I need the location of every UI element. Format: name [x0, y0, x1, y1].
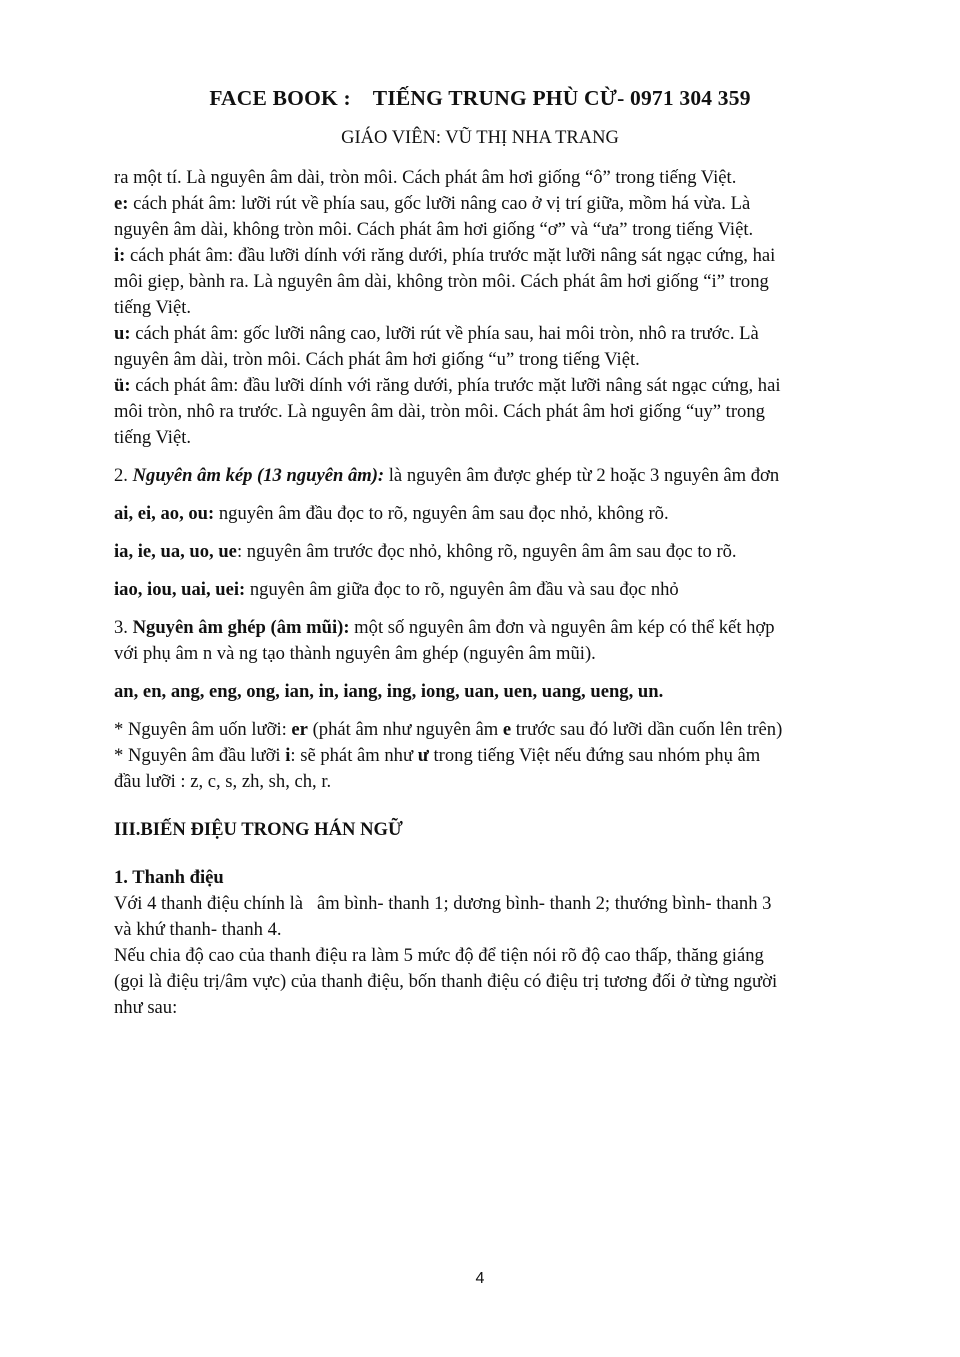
vowel-e-line-1 — [114, 191, 874, 217]
note-2-i: i — [285, 745, 291, 766]
group-3-label: iao, iou, uai, uei: — [114, 579, 246, 600]
group-2-label: ia, ie, ua, uo, ue — [114, 541, 237, 562]
nasal-vowel-line-1 — [114, 615, 874, 641]
vowel-i-line-2: môi giẹp, bành ra. Là nguyên âm dài, không tròn môi. Cách phát âm hơi giống “i” trong — [114, 271, 769, 292]
note-1-c: trước sau đó lưỡi dần cuốn lên trên) — [511, 719, 783, 740]
nasal-vowel-list: an, en, ang, eng, ong, ian, in, iang, ing, iong, uan, uen, uang, ueng, un. — [114, 681, 664, 702]
vowel-u-line-2: nguyên âm dài, tròn môi. Cách phát âm hơi giống “u” trong tiếng Việt. — [114, 349, 640, 370]
vowel-i-text-1: cách phát âm: đầu lưỡi dính với răng dưới, phía trước mặt lưỡi nâng sát ngạc cứng, hai — [125, 245, 776, 266]
note-retroflex — [114, 717, 874, 743]
vowel-e-label: e: — [114, 193, 129, 214]
vowel-i-line-3: tiếng Việt. — [114, 297, 192, 318]
note-apical-line-1 — [114, 743, 874, 769]
compound-group-3 — [114, 577, 874, 603]
note-2-u: ư — [417, 745, 429, 766]
nasal-title: Nguyên âm ghép (âm mũi): — [132, 617, 350, 638]
note-1-e: e — [502, 719, 512, 740]
group-1-label: ai, ei, ao, ou: — [114, 503, 215, 524]
vowel-uu-text-1: cách phát âm: đầu lưỡi dính với răng dưới, phía trước mặt lưỡi nâng sát ngạc cứng, hai — [130, 375, 781, 396]
note-1-er: er — [291, 719, 308, 740]
sub-heading-tones: 1. Thanh điệu — [114, 867, 224, 888]
group-2-text: : nguyên âm trước đọc nhỏ, không rõ, nguyên âm âm sau đọc to rõ. — [236, 541, 737, 562]
note-2-a: * Nguyên âm đầu lưỡi — [114, 745, 286, 766]
compound-group-1 — [114, 501, 874, 527]
vowel-uu-line-1 — [114, 373, 874, 399]
page-header-teacher: GIÁO VIÊN: VŨ THỊ NHA TRANG — [341, 128, 619, 148]
group-3-text: nguyên âm giữa đọc to rõ, nguyên âm đầu và sau đọc nhỏ — [245, 579, 679, 600]
vowel-e-line-2: nguyên âm dài, không tròn môi. Cách phát âm hơi giống “ơ” và “ưa” trong tiếng Việt. — [114, 219, 754, 240]
note-1-b: (phát âm như nguyên âm — [307, 719, 503, 740]
vowel-u-line-1 — [114, 321, 874, 347]
nasal-number: 3. — [114, 617, 133, 638]
note-2-b: : sẽ phát âm như — [290, 745, 418, 766]
note-2-c: trong tiếng Việt nếu đứng sau nhóm phụ âm — [428, 745, 761, 766]
vowel-u-label: u: — [114, 323, 131, 344]
vowel-i-line-1 — [114, 243, 874, 269]
note-1-a: * Nguyên âm uốn lưỡi: — [114, 719, 292, 740]
compound-group-2 — [114, 539, 874, 565]
tones-line-5: như sau: — [114, 997, 178, 1018]
vowel-uu-label: ü: — [114, 375, 131, 396]
vowel-u-text-1: cách phát âm: gốc lưỡi nâng cao, lưỡi rút về phía sau, hai môi tròn, nhô ra trước. Là — [130, 323, 759, 344]
compound-vowel-heading — [114, 463, 874, 489]
nasal-vowel-line-2: với phụ âm n và ng tạo thành nguyên âm ghép (nguyên âm mũi). — [114, 643, 596, 664]
page-number: 4 — [475, 1270, 485, 1287]
compound-text: là nguyên âm được ghép từ 2 hoặc 3 nguyên âm đơn — [384, 465, 780, 486]
compound-number: 2. — [114, 465, 133, 486]
vowel-uu-line-2: môi tròn, nhô ra trước. Là nguyên âm dài, tròn môi. Cách phát âm hơi giống “uy” trong — [114, 401, 765, 422]
section-heading: III.BIẾN ĐIỆU TRONG HÁN NGỮ — [114, 819, 403, 840]
vowel-uu-line-3: tiếng Việt. — [114, 427, 192, 448]
compound-title: Nguyên âm kép (13 nguyên âm): — [132, 465, 385, 486]
vowel-e-text-1: cách phát âm: lưỡi rút về phía sau, gốc lưỡi nâng cao ở vị trí giữa, mồm há vừa. Là — [128, 193, 751, 214]
tones-line-1: Với 4 thanh điệu chính là âm bình- thanh 1; dương bình- thanh 2; thướng bình- thanh 3 — [114, 893, 772, 914]
tones-line-2: và khứ thanh- thanh 4. — [114, 919, 282, 940]
tones-line-3: Nếu chia độ cao của thanh điệu ra làm 5 mức độ để tiện nói rõ độ cao thấp, thăng giáng — [114, 945, 764, 966]
note-apical-line-2: đầu lưỡi : z, c, s, zh, sh, ch, r. — [114, 771, 332, 792]
vowel-i-label: i: — [114, 245, 126, 266]
document-body — [114, 165, 874, 1021]
page-header-title: FACE BOOK : TIẾNG TRUNG PHÙ CỪ- 0971 304 359 — [209, 86, 751, 110]
group-1-text: nguyên âm đầu đọc to rõ, nguyên âm sau đọc nhỏ, không rõ. — [214, 503, 669, 524]
paragraph-o-continuation: ra một tí. Là nguyên âm dài, tròn môi. Cách phát âm hơi giống “ô” trong tiếng Việt. — [114, 167, 737, 188]
nasal-text-1: một số nguyên âm đơn và nguyên âm kép có thể kết hợp — [349, 617, 775, 638]
tones-line-4: (gọi là điệu trị/âm vực) của thanh điệu, bốn thanh điệu có điệu trị tương đối ở từng người — [114, 971, 778, 992]
